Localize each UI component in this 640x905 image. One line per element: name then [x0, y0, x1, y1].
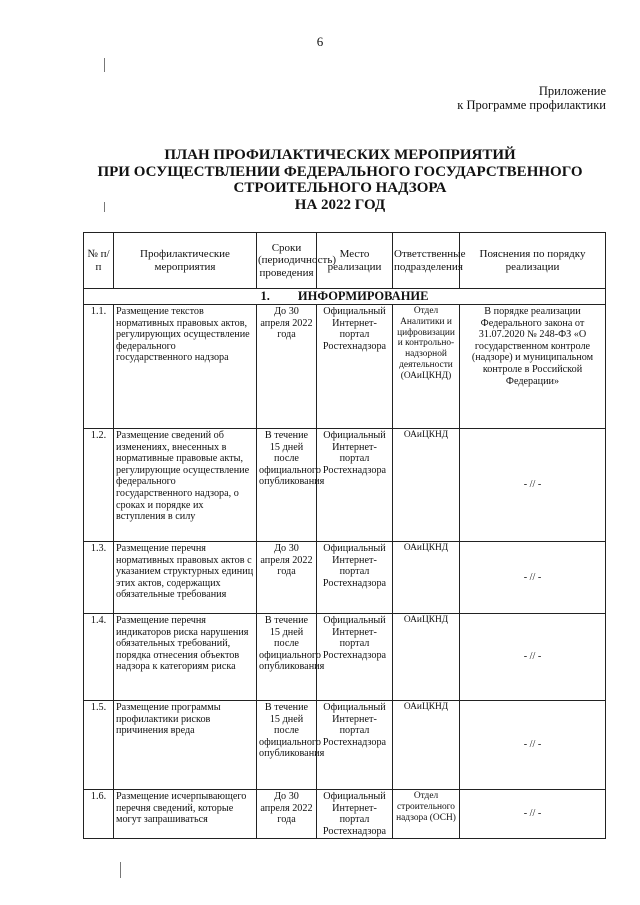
row-note: - // -: [460, 701, 606, 790]
table-row: [84, 542, 606, 614]
header-deadline: Сроки (периодичность) проведения: [257, 233, 317, 289]
row-note: - // -: [460, 429, 606, 542]
row-deadline: В течение 15 дней после официального опубликования: [257, 701, 317, 790]
plan-table: [83, 232, 606, 839]
page-number: 6: [316, 34, 324, 49]
table-row: [84, 305, 606, 429]
row-deadline: До 30 апреля 2022 года: [257, 790, 317, 839]
row-responsible: ОАиЦКНД: [393, 614, 460, 701]
row-note: - // -: [460, 790, 606, 839]
row-event: Размещение текстов нормативных правовых актов, регулирующих осуществление федерального государственного надзора: [114, 305, 257, 429]
row-deadline: До 30 апреля 2022 года: [257, 542, 317, 614]
row-event: Размещение исчерпывающего перечня сведений, которые могут запрашиваться: [114, 790, 257, 839]
table-row: [84, 429, 606, 542]
row-place: Официальный Интернет-портал Ростехнадзора: [317, 542, 393, 614]
row-place: Официальный Интернет-портал Ростехнадзора: [317, 614, 393, 701]
row-responsible: Отдел строительного надзора (ОСН): [393, 790, 460, 839]
row-note: В порядке реализации Федерального закона от 31.07.2020 № 248-ФЗ «О государственном контроле (надзоре) и муниципальном контроле в Российской Федерации»: [460, 305, 606, 429]
row-responsible: ОАиЦКНД: [393, 701, 460, 790]
row-num: 1.3.: [84, 542, 114, 614]
header-note: Пояснения по порядку реализации: [460, 233, 606, 289]
row-place: Официальный Интернет-портал Ростехнадзора: [317, 429, 393, 542]
header-responsible: Ответственные подразделения: [393, 233, 460, 289]
row-place: Официальный Интернет-портал Ростехнадзора: [317, 701, 393, 790]
row-note: - // -: [460, 614, 606, 701]
row-num: 1.5.: [84, 701, 114, 790]
plan-title-line: НА 2022 ГОД: [294, 196, 386, 213]
row-note: - // -: [460, 542, 606, 614]
row-num: 1.4.: [84, 614, 114, 701]
row-event: Размещение сведений об изменениях, внесенных в нормативные правовые акты, регулирующие осуществление федерального государственного надзора, о сроках и порядке их вступления в силу: [114, 429, 257, 542]
section-title: ИНФОРМИРОВАНИЕ: [297, 289, 429, 303]
row-deadline: До 30 апреля 2022 года: [257, 305, 317, 429]
row-responsible: ОАиЦКНД: [393, 542, 460, 614]
scan-mark: [120, 862, 121, 878]
row-num: 1.2.: [84, 429, 114, 542]
plan-title: [60, 147, 620, 213]
scan-mark: [104, 58, 105, 72]
appendix-line: к Программе профилактики: [457, 98, 606, 112]
row-event: Размещение программы профилактики рисков причинения вреда: [114, 701, 257, 790]
row-event: Размещение перечня нормативных правовых актов с указанием структурных единиц этих актов, содержащих обязательные требования: [114, 542, 257, 614]
header-place: Место реализации: [317, 233, 393, 289]
table-header-row: [84, 233, 606, 289]
section-row: [84, 289, 606, 305]
row-responsible: ОАиЦКНД: [393, 429, 460, 542]
appendix-label: [457, 84, 606, 112]
section-heading: [84, 289, 606, 305]
table-row: [84, 614, 606, 701]
row-deadline: В течение 15 дней после официального опубликования: [257, 614, 317, 701]
plan-title-line: ПЛАН ПРОФИЛАКТИЧЕСКИХ МЕРОПРИЯТИЙ: [164, 147, 516, 163]
row-num: 1.1.: [84, 305, 114, 429]
row-place: Официальный Интернет-портал Ростехнадзора: [317, 790, 393, 839]
row-event: Размещение перечня индикаторов риска нарушения обязательных требований, порядка отнесения объектов надзора к категориям риска: [114, 614, 257, 701]
header-num: № п/п: [84, 233, 114, 289]
appendix-line: Приложение: [538, 84, 606, 98]
header-event: Профилактические мероприятия: [114, 233, 257, 289]
row-deadline: В течение 15 дней после официального опубликования: [257, 429, 317, 542]
row-place: Официальный Интернет-портал Ростехнадзора: [317, 305, 393, 429]
row-responsible: Отдел Аналитики и цифровизации и контрольно-надзорной деятельности (ОАиЦКНД): [393, 305, 460, 429]
plan-title-line: ПРИ ОСУЩЕСТВЛЕНИИ ФЕДЕРАЛЬНОГО ГОСУДАРСТВЕННОГО: [97, 163, 583, 180]
table-row: [84, 790, 606, 839]
plan-title-line: СТРОИТЕЛЬНОГО НАДЗОРА: [233, 180, 447, 196]
section-number: 1.: [260, 289, 270, 303]
table-row: [84, 701, 606, 790]
row-num: 1.6.: [84, 790, 114, 839]
